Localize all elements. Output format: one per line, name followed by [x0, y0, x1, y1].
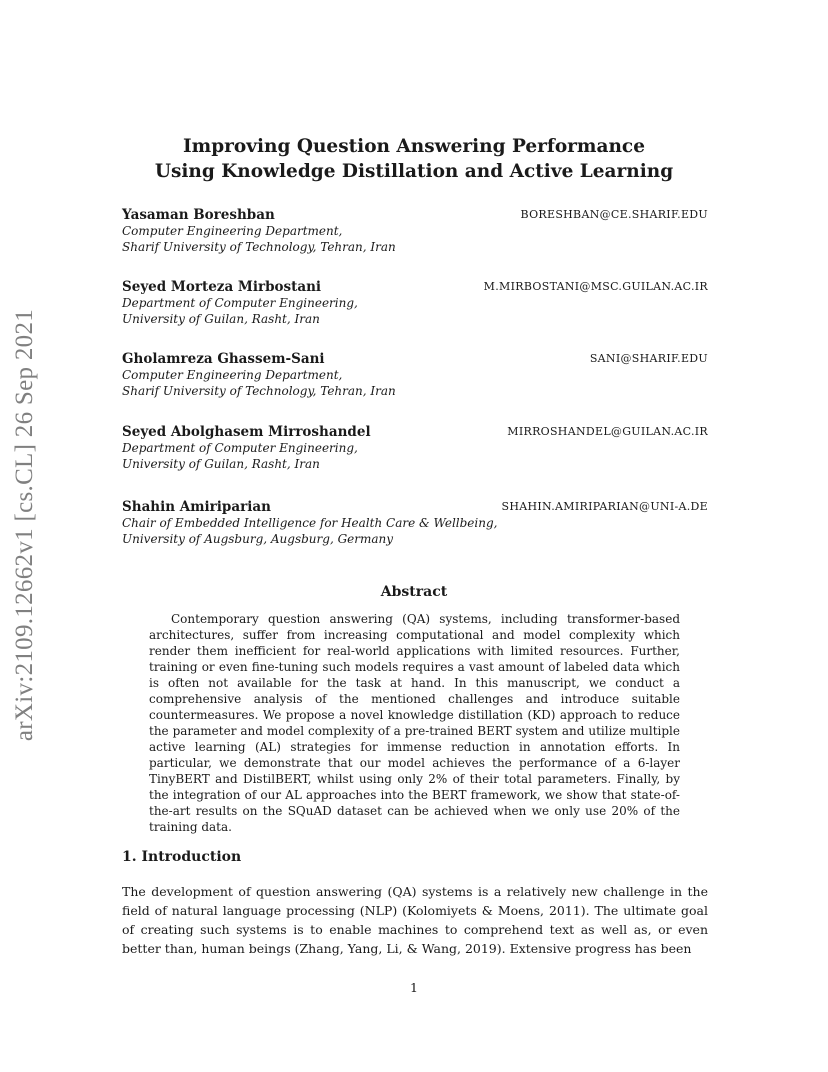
author-email: BORESHBAN@CE.SHARIF.EDU [520, 208, 708, 221]
title-line-2: Using Knowledge Distillation and Active Learning [154, 161, 674, 182]
author-email: SHAHIN.AMIRIPARIAN@UNI-A.DE [501, 500, 708, 513]
author-email: M.MIRBOSTANI@MSC.GUILAN.AC.IR [483, 280, 708, 293]
author-block [122, 351, 708, 399]
author-name: Gholamreza Ghassem-Sani [122, 351, 325, 367]
author-affiliation-line: Chair of Embedded Intelligence for Health Care & Wellbeing, [122, 516, 498, 530]
author-affiliation-line: Department of Computer Engineering, [122, 441, 358, 455]
author-affiliation-line: University of Guilan, Rasht, Iran [122, 312, 320, 326]
author-affiliation-line: Computer Engineering Department, [122, 368, 343, 382]
author-email: MIRROSHANDEL@GUILAN.AC.IR [507, 425, 708, 438]
author-email: SANI@SHARIF.EDU [589, 352, 708, 365]
page-number: 1 [410, 980, 418, 995]
section-heading-introduction: 1. Introduction [122, 849, 242, 865]
title-line-1: Improving Question Answering Performance [183, 136, 645, 157]
abstract-heading: Abstract [380, 584, 448, 600]
paper-title [0, 134, 828, 184]
author-name: Seyed Abolghasem Mirroshandel [122, 424, 371, 440]
introduction-paragraph: The development of question answering (QA) systems is a relatively new challenge in the field of natural language processing (NLP) (Kolomiyets & Moens, 2011). The ultimate goal of creating such systems is to enable machines to comprehend text as well as, or even better than, human beings (Zhang, Yang, Li, & Wang, 2019). Extensive progress has been [122, 884, 708, 956]
author-block [122, 279, 708, 327]
author-block [122, 499, 708, 547]
author-affiliation-line: Sharif University of Technology, Tehran, Iran [122, 240, 396, 254]
author-name: Yasaman Boreshban [122, 207, 275, 223]
arxiv-stamp-text: arXiv:2109.12662v1 [cs.CL] 26 Sep 2021 [11, 308, 38, 742]
abstract-paragraph: Contemporary question answering (QA) systems, including transformer-based architectures, suffer from increasing computational and model complexity which render them inefficient for real-world applications with limited resources. Further, training or even fine-tuning such models requires a vast amount of labeled data which is often not available for the task at hand. In this manuscript, we conduct a comprehensive analysis of the mentioned challenges and introduce suitable countermeasures. We propose a novel knowledge distillation (KD) approach to reduce the parameter and model complexity of a pre-trained BERT system and utilize multiple active learning (AL) strategies for immense reduction in annotation efforts. In particular, we demonstrate that our model achieves the performance of a 6-layer TinyBERT and DistilBERT, whilst using only 2% of their total parameters. Finally, by the integration of our AL approaches into the BERT framework, we show that state-of-the-art results on the SQuAD dataset can be achieved when we only use 20% of the training data. [149, 612, 680, 834]
author-name: Shahin Amiriparian [122, 499, 271, 515]
abstract-body [149, 611, 680, 835]
author-block [122, 207, 708, 255]
arxiv-stamp [2, 290, 48, 760]
author-affiliation-line: Department of Computer Engineering, [122, 296, 358, 310]
author-name: Seyed Morteza Mirbostani [122, 279, 322, 295]
introduction-body [122, 882, 708, 958]
author-affiliation-line: Computer Engineering Department, [122, 224, 343, 238]
author-affiliation-line: University of Augsburg, Augsburg, Germany [122, 532, 394, 546]
author-block [122, 424, 708, 472]
author-affiliation-line: University of Guilan, Rasht, Iran [122, 457, 320, 471]
author-affiliation-line: Sharif University of Technology, Tehran, Iran [122, 384, 396, 398]
